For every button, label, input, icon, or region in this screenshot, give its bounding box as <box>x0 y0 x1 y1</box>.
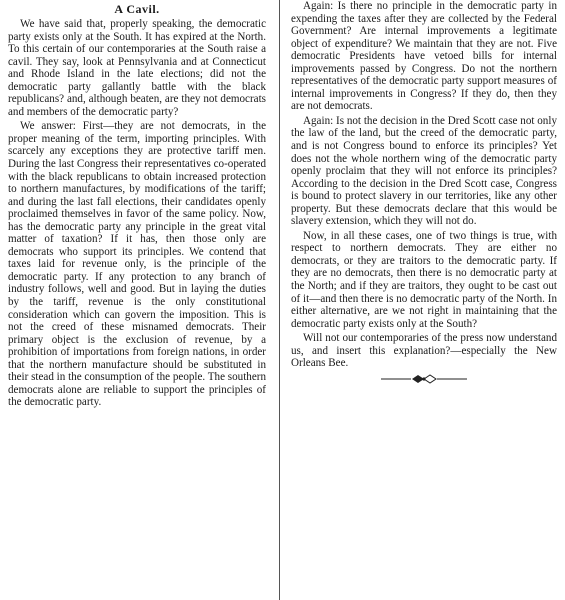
article-paragraph: Now, in all these cases, one of two things is true, with respect to northern democrats. They are either no democrats, or they are traitors to the democratic party. If they are no democrats, then there is no democratic party at the North; and if they are traitors, they ought to be cast out of it—and then there is no democratic party of the North. In either alternative, are we not right in maintaining that the democratic party exists only at the South? <box>291 229 557 330</box>
article-paragraph: Again: Is not the decision in the Dred Scott case not only the law of the land, but the creed of the democratic party, and is not Congress bound to enforce its principles? Yet does not the whole northern wing of the democratic party openly proclaim that they will not enforce its principles? According to the decision in the Dred Scott case, Congress is bound to protect slavery in our territories, like any other property. But these democrats declare that this would be slavery extension, which they will not do. <box>291 114 557 228</box>
article-paragraph: Again: Is there no principle in the democratic party in expending the taxes after they are collected by the Federal Government? Are internal improvements a legitimate object of expenditure? We maintain that they are not. Five democratic Presidents have vetoed bills for internal improvements passed by Congress. Do not the northern representatives of the democratic party support measures of internal improvements in Congress? If they do, then they are not democrats. <box>291 0 557 113</box>
article-headline: A Cavil. <box>114 2 160 16</box>
article-left-column <box>2 0 272 411</box>
article-paragraph: We have said that, properly speaking, the democratic party exists only at the South. It has expired at the North. To this certain of our contemporaries at the South raise a cavil. They say, look at Pennsylvania and at Connecticut and Rhode Island in the late elections; did not the democratic party gallantly battle with the black republicans? and, although beaten, are they not democrats and members of the democratic party? <box>8 18 266 118</box>
article-right-column <box>285 0 563 384</box>
column-divider <box>279 0 280 600</box>
end-of-article-ornament-icon <box>291 374 557 384</box>
article-paragraph: We answer: First—they are not democrats, in the proper meaning of the term, importing principles. With scarcely any exceptions they are protective tariff men. During the last Congress their representatives co-operated with the black republicans to obtain increased protection to northern manufactures, by modifications of the tariff; and during the last fall elections, their candidates openly proclaimed themselves in favor of the same policy. Now, has the democratic party any principle in the great vital matter of taxation? If it has, then those only are democrats who support its principles. We contend that taxes laid for revenue only, is the principle of the democratic party. If any protection to any branch of industry follows, well and good. But in laying the duties by the tariff, revenue is the only constitutional consideration which can govern the imposition. This is not the creed of these misnamed democrats. Their primary object is the exclusion of revenue, by a prohibition of importations from foreign nations, in order that the northern manufacture should be substituted in their stead in the consumption of the people. The southern democrats alone are reliable to support the principles of the democratic party. <box>8 120 266 409</box>
article-paragraph: Will not our contemporaries of the press now understand us, and insert this explanation?—especially the New Orleans Bee. <box>291 332 557 370</box>
